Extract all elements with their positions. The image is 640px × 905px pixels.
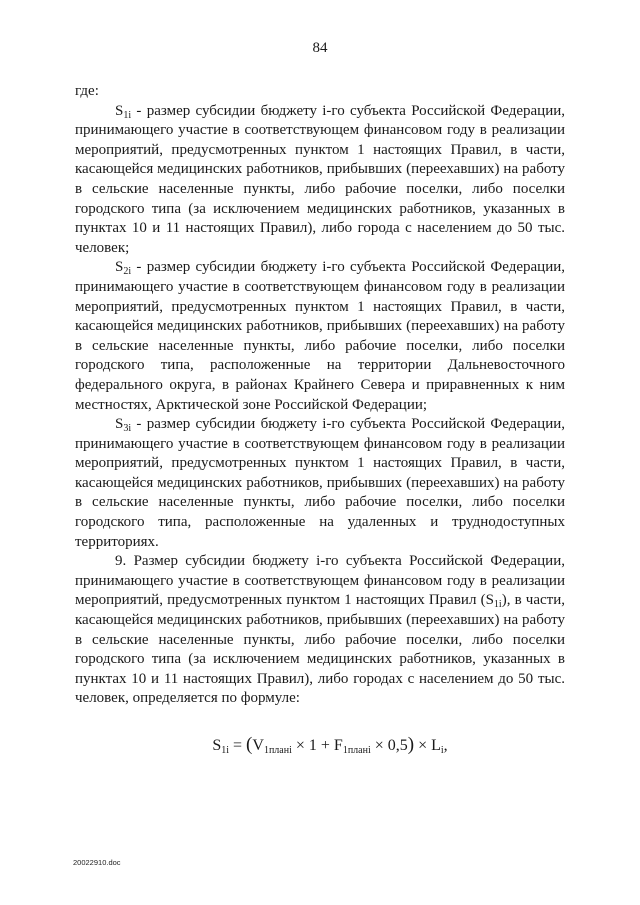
- formula-v-symbol: V: [252, 737, 264, 754]
- formula-equals: =: [229, 737, 247, 754]
- formula-l-subscript: i: [440, 745, 444, 756]
- definition-s3i: [75, 415, 565, 552]
- footer-file-code: 20022910.doc: [73, 858, 121, 867]
- symbol-s3: S: [115, 416, 124, 433]
- symbol-s3-subscript: 3i: [123, 423, 132, 435]
- formula-f-subscript: 1планi: [342, 745, 371, 756]
- definition-s2i: [75, 258, 565, 415]
- formula-lhs-subscript: 1i: [221, 745, 230, 756]
- formula: [75, 735, 565, 756]
- formula-times-l: × L: [414, 737, 441, 754]
- document-body: [75, 82, 565, 756]
- symbol-s1-subscript: 1i: [123, 109, 132, 121]
- paragraph-9-text-before: 9. Размер субсидии бюджету i-го субъекта Российской Федерации, принимающего участие в соответствующем финансовом году в реализации мероприятий, предусмотренных пунктом 1 настоящих Правил (S: [75, 553, 565, 609]
- symbol-s1: S: [115, 102, 124, 119]
- formula-open-paren: (: [246, 734, 253, 755]
- formula-v-subscript: 1планi: [263, 745, 292, 756]
- definition-s3i-text: - размер субсидии бюджету i-го субъекта Российской Федерации, принимающего участие в соответствующем финансовом году в реализации мероприятий, предусмотренных пунктом 1 настоящих Правил, в части, касающейся медицинских работников, прибывших (переехавших) на работу в сельские населенные пункты, либо рабочие поселки, либо поселки городского типа, расположенные на удаленных и труднодоступных территориях.: [75, 416, 565, 550]
- formula-f-symbol: F: [333, 737, 343, 754]
- definition-s1i: [75, 102, 565, 259]
- formula-end: ,: [443, 737, 448, 754]
- formula-close-paren: ): [407, 734, 415, 755]
- formula-times-half: × 0,5: [370, 737, 408, 754]
- formula-times-one: × 1 +: [291, 737, 334, 754]
- definition-s1i-text: - размер субсидии бюджету i-го субъекта Российской Федерации, принимающего участие в соответствующем финансовом году в реализации мероприятий, предусмотренных пунктом 1 настоящих Правил, в части, касающейся медицинских работников, прибывших (переехавших) на работу в сельские населенные пункты, либо рабочие поселки, либо поселки городского типа (за исключением медицинских работников, указанных в пунктах 10 и 11 настоящих Правил), либо города с населением до 50 тыс. человек;: [75, 102, 565, 256]
- symbol-s2: S: [115, 259, 124, 276]
- page-number: 84: [312, 40, 328, 56]
- symbol-s2-subscript: 2i: [123, 266, 132, 278]
- paragraph-9-text-after: ), в части, касающейся медицинских работников, прибывших (переехавших) на работу в сельские населенные пункты, либо рабочие поселки, либо поселки городского типа (за исключением медицинских работников, указанных в пунктах 10 и 11 настоящих Правил), либо городах с населением до 50 тыс. человек, определяется по формуле:: [75, 592, 565, 707]
- where-label: где:: [75, 83, 99, 99]
- paragraph-9: [75, 552, 565, 709]
- paragraph-9-subscript: 1i: [493, 599, 502, 611]
- definition-s2i-text: - размер субсидии бюджету i-го субъекта Российской Федерации, принимающего участие в соответствующем финансовом году в реализации мероприятий, предусмотренных пунктом 1 настоящих Правил, в части, касающейся медицинских работников, прибывших (переехавших) на работу в сельские населенные пункты, либо рабочие поселки, либо поселки городского типа, расположенные на территории Дальневосточного федерального округа, в районах Крайнего Севера и приравненных к ним местностях, Арктической зоне Российской Федерации;: [75, 259, 565, 413]
- formula-lhs-symbol: S: [212, 737, 222, 754]
